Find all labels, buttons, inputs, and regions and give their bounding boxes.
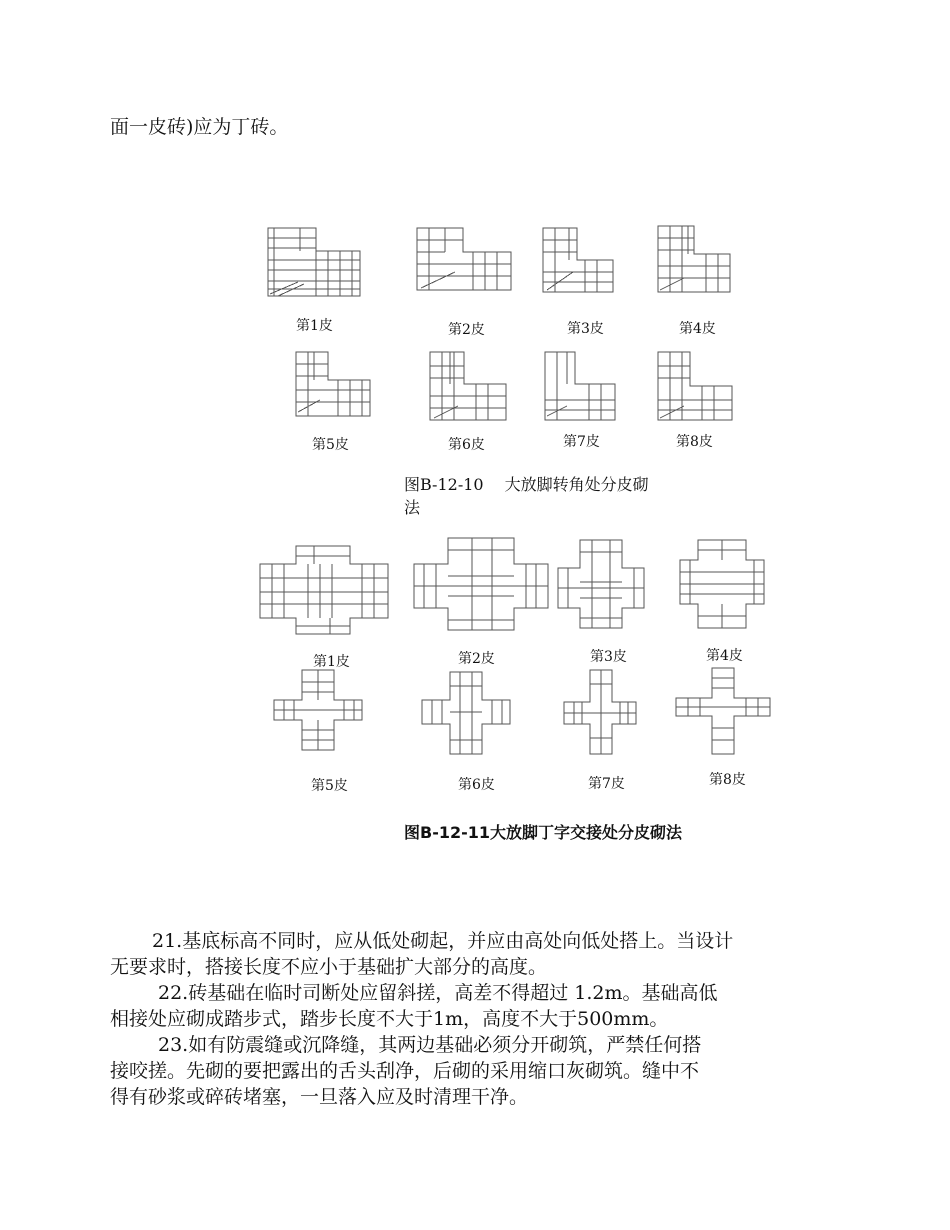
figure1-caption [404,472,649,518]
tjunction-course-6-diagram [420,670,512,756]
tjunction-course-8-diagram [674,666,772,756]
corner-course-4-diagram [648,224,734,294]
tjunction-label-7: 第7皮 [588,776,625,792]
tjunction-label-2: 第2皮 [458,651,495,667]
body-text [110,928,840,1110]
corner-course-3-diagram [533,226,617,294]
corner-label-7: 第7皮 [563,434,600,450]
paragraph-22-line2: 相接处应砌成踏步式，踏步长度不大于1m，高度不大于500mm。 [110,1008,669,1030]
tjunction-label-8: 第8皮 [709,772,746,788]
paragraph-22-line1: 22.砖基础在临时司断处应留斜搓，高差不得超过 1.2m。基础高低 [158,982,718,1004]
paragraph-21-line1: 21.基底标高不同时，应从低处砌起，并应由高处向低处搭上。当设计 [152,930,734,952]
intro-text: 面一皮砖)应为丁砖。 [110,116,289,138]
tjunction-course-3-diagram [556,538,648,630]
corner-label-4: 第4皮 [679,321,716,337]
paragraph-23-line1: 23.如有防震缝或沉降缝，其两边基础必须分开砌筑，严禁任何搭 [158,1034,702,1056]
tjunction-label-4: 第4皮 [706,648,743,664]
tjunction-course-7-diagram [562,668,638,756]
figure1-caption-line2: 法 [404,498,421,517]
tjunction-course-4-diagram [678,538,766,630]
brick-grid [268,228,360,296]
figure1-caption-line1: 图B-12-10 大放脚转角处分皮砌 [404,475,649,494]
corner-label-1: 第1皮 [296,318,333,334]
corner-label-8: 第8皮 [676,434,713,450]
tjunction-course-1-diagram [258,544,390,636]
corner-label-5: 第5皮 [312,437,349,453]
corner-course-5-diagram [284,350,374,420]
corner-course-8-diagram [640,350,736,422]
tjunction-label-5: 第5皮 [311,778,348,794]
paragraph-22 [110,980,840,1032]
corner-label-6: 第6皮 [448,437,485,453]
paragraph-23-line2: 接咬搓。先砌的要把露出的舌头刮净，后砌的采用缩口灰砌筑。缝中不 [110,1060,700,1082]
tjunction-course-5-diagram [272,668,364,752]
corner-course-7-diagram [537,350,619,422]
paragraph-21-line2: 无要求时，搭接长度不应小于基础扩大部分的高度。 [110,956,548,978]
figure2-caption: 图B-12-11大放脚丁字交接处分皮砌法 [404,823,683,842]
tjunction-label-1: 第1皮 [313,654,350,670]
corner-course-1-diagram [268,226,364,298]
tjunction-label-6: 第6皮 [458,777,495,793]
corner-label-3: 第3皮 [567,321,604,337]
corner-course-6-diagram [420,350,510,422]
tjunction-label-3: 第3皮 [590,649,627,665]
paragraph-23-line3: 得有砂浆或碎砖堵塞，一旦落入应及时清理干净。 [110,1086,529,1108]
paragraph-23 [110,1032,840,1110]
corner-course-2-diagram [415,224,515,294]
tjunction-course-2-diagram [412,536,552,632]
corner-label-2: 第2皮 [448,322,485,338]
paragraph-21 [110,928,840,980]
